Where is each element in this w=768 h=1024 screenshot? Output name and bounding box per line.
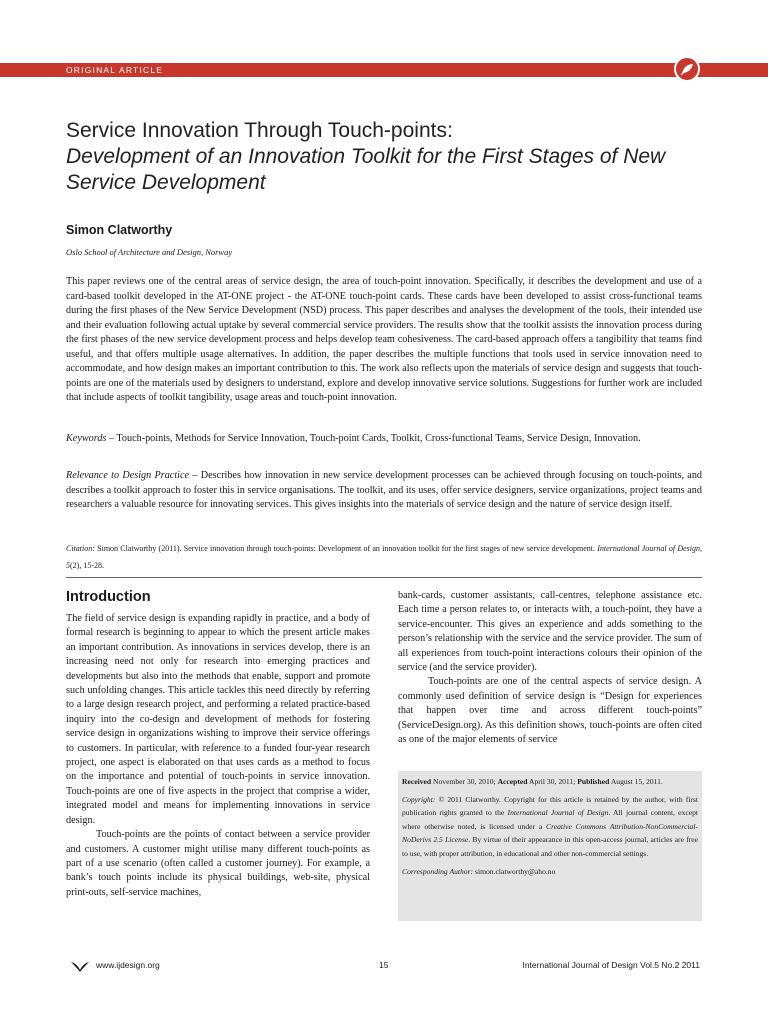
dates: [402, 775, 698, 789]
citation-label: Citation:: [66, 544, 95, 553]
license-link[interactable]: Creative Commons Attribution-NonCommercial-NoDerivs 2.5 License: [402, 821, 698, 845]
section-bar: [0, 63, 768, 77]
article-title: [66, 118, 726, 196]
paragraph: Touch-points are the points of contact between a service provider and customers. A customer might utilise many different touch-points as part of a use scenario (often called a customer journey). For example, a bank’s touch points include its physical buildings, web-site, physical print-outs, self-service machines,: [66, 829, 370, 898]
paragraph: The field of service design is expanding rapidly in practice, and a body of formal research is beginning to appear to which the present article makes an important contribution. As innovations in services develop, there is an increasing need not only for research into emerging practices and developments but also into the methods that enable, support and promote such unfolding changes. This article tackles this need directly by referring to a large design research project, and performing a related practice-based inquiry into the co-design and development of methods for fostering service design in organizations wishing to improve their service offerings to customers. In particular, with reference to a funded four-year research project, one aspect is elaborated on that uses cards as a method to focus on the importance and potential of touch-points in service innovation. Touch-points are one of five aspects in the project that comprise a wider, integrated model and means for implementing innovations in service design.: [66, 613, 370, 826]
section-heading-introduction: Introduction: [66, 589, 151, 605]
copyright-label: Copyright:: [402, 794, 436, 804]
received-label: Received: [402, 777, 432, 786]
published-label: Published: [577, 777, 610, 786]
footer-journal: International Journal of Design Vol.5 No.2 2011: [522, 960, 700, 970]
citation-text: Simon Clatworthy (2011). Service innovation through touch-points: Development of an innovation toolkit for the first stages of new service development.: [97, 544, 596, 553]
corresponding-label: Corresponding Author:: [402, 866, 474, 876]
divider: [66, 577, 702, 578]
keywords-label: Keywords: [66, 433, 107, 444]
paragraph: Touch-points are one of the central aspects of service design. A commonly used definition of service design is “Design for experiences that happen over time and across different touch-points” (ServiceDesign.org). As this definition shows, touch-points are often cited as one of the major elements of service: [398, 676, 702, 746]
published-date: August 15, 2011.: [610, 777, 663, 786]
author-affiliation: Oslo School of Architecture and Design, Norway: [66, 247, 233, 257]
accepted-label: Accepted: [497, 777, 528, 786]
copyright-text: © 2011 Clatworthy. Copyright for this article is retained by the author, with first publication rights granted to the: [402, 794, 698, 818]
relevance-text: – Describes how innovation in new service development processes can be achieved through focusing on touch-points, and describes a toolkit approach to foster this in service organisations. The toolkit, and its uses, offer service designers, service organizations, project teams and researchers a valuable resource for innovating services. This gives insights into the materials of service design and the nature of service design itself.: [66, 470, 703, 510]
article-info-box: [398, 771, 702, 921]
copyright-text-3: . By virtue of their appearance in this open-access journal, articles are free to use, with proper attribution, in educational and other non-commercial settings.: [402, 835, 698, 858]
corresponding-author: [402, 865, 698, 879]
bird-logo-icon: [70, 960, 90, 972]
section-label: ORIGINAL ARTICLE: [66, 65, 164, 75]
footer-site-link[interactable]: www.ijdesign.org: [96, 960, 160, 970]
author-name: Simon Clatworthy: [66, 223, 173, 237]
accepted-date: April 30, 2011;: [529, 777, 576, 786]
body-column-right: [398, 589, 702, 747]
received-date: November 30, 2010;: [433, 777, 496, 786]
paragraph: bank-cards, customer assistants, call-centres, telephone assistance etc. Each time a person relates to, or interacts with, a touch-point, they have a service-encounter. This gives an experience and adds something to the person’s relationship with the service and the service provider. The sum of all experiences from touch-point interactions colours their opinion of the service (and the service provider).: [398, 590, 702, 674]
body-column-left: [66, 612, 370, 900]
copyright: [402, 793, 698, 861]
leaf-icon: [674, 56, 700, 82]
citation-journal: International Journal of Design, 5: [66, 544, 703, 570]
page-number: 15: [379, 960, 389, 970]
title-main: Service Innovation Through Touch-points:: [66, 119, 453, 142]
title-subtitle: Development of an Innovation Toolkit for the First Stages of New Service Development: [66, 145, 666, 194]
citation: [66, 540, 702, 574]
copyright-text-2: . All journal content, except where otherwise noted, is licensed under a: [402, 808, 698, 831]
copyright-journal: International Journal of Design: [507, 808, 609, 818]
citation-rest: (2), 15-28.: [70, 561, 104, 570]
relevance-label: Relevance to Design Practice: [66, 470, 190, 481]
abstract: This paper reviews one of the central areas of service design, the area of touch-point innovation. Specifically, it describes the development and use of a card-based toolkit developed in the AT-ONE project - the AT-ONE touch-point cards. These cards have been developed to assist cross-functional teams during the first phases of the New Service Development (NSD) process. This paper describes and analyses the development of the tools, their intended use and their evaluation following actual uptake by several commercial service providers. The results show that the toolkit assists the innovation process during the first phases of the new service development process and helps develop team cohesiveness. The card-based approach offers a tangibility that teams find useful, and that offers multiple usage alternatives. In addition, the paper describes the multiple functions that tools used in service innovation need to accommodate, and how design makes an important contribution to this. The work also reflects upon the materials of service design and suggests that touch-points are one of the materials used by designers to understand, explore and develop innovative service solutions. Suggestions for further work are included that include aspects of toolkit tangibility, usage areas and touch-point innovation.: [66, 276, 702, 403]
keywords-text: – Touch-points, Methods for Service Innovation, Touch-point Cards, Toolkit, Cross-functional Teams, Service Design, Innovation.: [108, 433, 641, 444]
corresponding-email[interactable]: simon.clatworthy@aho.no: [475, 866, 556, 876]
relevance-statement: [66, 469, 702, 513]
keywords: [66, 432, 702, 447]
